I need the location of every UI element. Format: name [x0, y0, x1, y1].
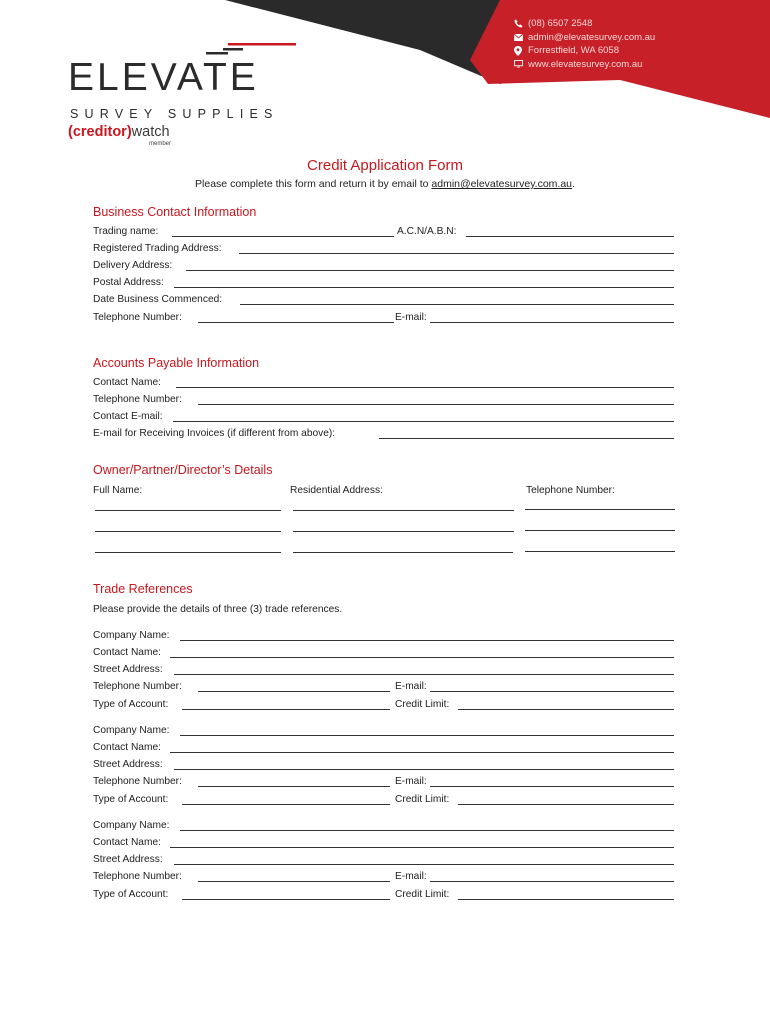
postal-address-field[interactable] — [174, 287, 674, 288]
ref1-account-type-field[interactable] — [182, 709, 390, 710]
ref3-email-label: E-mail: — [395, 871, 427, 882]
date-commenced-label: Date Business Commenced: — [93, 294, 223, 305]
ref1-telephone-label: Telephone Number: — [93, 681, 182, 692]
ref3-email-field[interactable] — [430, 881, 674, 882]
ref1-street-label: Street Address: — [93, 664, 163, 675]
owner-3-name-field[interactable] — [95, 552, 281, 553]
header-email-row — [513, 31, 655, 45]
ref3-company-field[interactable] — [180, 830, 674, 831]
trading-name-field[interactable] — [172, 236, 394, 237]
ref2-street-label: Street Address: — [93, 759, 163, 770]
ref1-contact-label: Contact Name: — [93, 647, 161, 658]
ref1-company-label: Company Name: — [93, 630, 170, 641]
ap-telephone-label: Telephone Number: — [93, 394, 182, 405]
ref1-account-type-label: Type of Account: — [93, 699, 169, 710]
ref2-email-field[interactable] — [430, 786, 674, 787]
header-contact-block — [513, 17, 655, 71]
owner-2-address-field[interactable] — [293, 531, 514, 532]
ref2-company-label: Company Name: — [93, 725, 170, 736]
trade-instructions: Please provide the details of three (3) trade references. — [93, 604, 343, 615]
ref3-account-type-field[interactable] — [182, 899, 390, 900]
owners-col-name: Full Name: — [93, 485, 143, 496]
invoice-email-field[interactable] — [379, 438, 674, 439]
ref3-contact-field[interactable] — [170, 847, 674, 848]
trading-name-label: Trading name: — [93, 226, 159, 237]
ref3-credit-limit-label: Credit Limit: — [395, 889, 450, 900]
acn-abn-field[interactable] — [466, 236, 674, 237]
ref2-credit-limit-field[interactable] — [458, 804, 674, 805]
header-website: www.elevatesurvey.com.au — [528, 58, 643, 70]
ref1-email-field[interactable] — [430, 691, 674, 692]
date-commenced-field[interactable] — [240, 304, 674, 305]
ap-contact-email-label: Contact E-mail: — [93, 411, 163, 422]
ref1-telephone-field[interactable] — [198, 691, 390, 692]
ref1-email-label: E-mail: — [395, 681, 427, 692]
header-email: admin@elevatesurvey.com.au — [528, 31, 656, 43]
owner-3-address-field[interactable] — [293, 552, 513, 553]
ap-contact-email-field[interactable] — [173, 421, 674, 422]
ref3-street-label: Street Address: — [93, 854, 163, 865]
mail-icon — [513, 32, 523, 42]
phone-icon — [513, 19, 523, 29]
business-telephone-label: Telephone Number: — [93, 312, 182, 323]
delivery-address-label: Delivery Address: — [93, 260, 173, 271]
ref3-account-type-label: Type of Account: — [93, 889, 169, 900]
ref2-telephone-label: Telephone Number: — [93, 776, 182, 787]
business-telephone-field[interactable] — [198, 322, 394, 323]
ref3-contact-label: Contact Name: — [93, 837, 161, 848]
owner-1-phone-field[interactable] — [525, 509, 675, 510]
postal-address-label: Postal Address: — [93, 277, 164, 288]
trade-heading: Trade References — [93, 582, 193, 596]
owner-2-name-field[interactable] — [95, 531, 281, 532]
ap-telephone-field[interactable] — [198, 404, 674, 405]
location-pin-icon — [513, 46, 523, 56]
acn-abn-label: A.C.N/A.B.N: — [397, 226, 457, 237]
logo-wordmark: ELEVATE — [68, 56, 259, 99]
registered-address-label: Registered Trading Address: — [93, 243, 222, 254]
form-intro — [0, 178, 770, 190]
header-address-row — [513, 44, 655, 58]
header-website-row — [513, 58, 655, 72]
ref2-account-type-field[interactable] — [182, 804, 390, 805]
owner-2-phone-field[interactable] — [525, 530, 675, 531]
ref2-contact-field[interactable] — [170, 752, 674, 753]
delivery-address-field[interactable] — [186, 270, 674, 271]
intro-suffix: . — [572, 178, 575, 190]
ref2-account-type-label: Type of Account: — [93, 794, 169, 805]
registered-address-field[interactable] — [239, 253, 674, 254]
intro-email-link[interactable]: admin@elevatesurvey.com.au — [431, 178, 573, 190]
ref1-street-field[interactable] — [174, 674, 674, 675]
ref2-contact-label: Contact Name: — [93, 742, 161, 753]
monitor-icon — [513, 59, 523, 69]
business-email-field[interactable] — [430, 322, 674, 323]
ref3-company-label: Company Name: — [93, 820, 170, 831]
creditorwatch-part2: watch — [131, 124, 170, 140]
owner-1-address-field[interactable] — [293, 510, 514, 511]
creditorwatch-member: member — [149, 141, 172, 147]
ref2-street-field[interactable] — [174, 769, 674, 770]
ref1-credit-limit-field[interactable] — [458, 709, 674, 710]
invoice-email-label: E-mail for Receiving Invoices (if different from above): — [93, 428, 336, 439]
creditorwatch-part1: (creditor) — [68, 124, 132, 140]
form-title: Credit Application Form — [307, 157, 463, 174]
header-address: Forrestfield, WA 6058 — [528, 45, 619, 56]
owner-1-name-field[interactable] — [95, 510, 281, 511]
header-phone: (08) 6507 2548 — [528, 18, 593, 29]
ref2-telephone-field[interactable] — [198, 786, 390, 787]
ref2-company-field[interactable] — [180, 735, 674, 736]
owners-col-address: Residential Address: — [290, 485, 383, 496]
accounts-heading: Accounts Payable Information — [93, 356, 260, 370]
ref3-credit-limit-field[interactable] — [458, 899, 674, 900]
business-heading: Business Contact Information — [93, 205, 257, 219]
header-phone-row — [513, 17, 655, 31]
owners-heading: Owner/Partner/Director’s Details — [93, 463, 273, 477]
owner-3-phone-field[interactable] — [525, 551, 675, 552]
ref2-credit-limit-label: Credit Limit: — [395, 794, 450, 805]
ref1-contact-field[interactable] — [170, 657, 674, 658]
ap-contact-name-label: Contact Name: — [93, 377, 161, 388]
ap-contact-name-field[interactable] — [176, 387, 674, 388]
owners-col-phone: Telephone Number: — [526, 485, 615, 496]
ref3-street-field[interactable] — [174, 864, 674, 865]
ref1-credit-limit-label: Credit Limit: — [395, 699, 450, 710]
creditorwatch-logo — [68, 124, 170, 140]
ref1-company-field[interactable] — [180, 640, 674, 641]
intro-text: Please complete this form and return it by email to — [195, 178, 432, 190]
ref3-telephone-label: Telephone Number: — [93, 871, 182, 882]
ref2-email-label: E-mail: — [395, 776, 427, 787]
business-email-label: E-mail: — [395, 312, 427, 323]
logo-tagline: SURVEY SUPPLIES — [70, 107, 279, 121]
ref3-telephone-field[interactable] — [198, 881, 390, 882]
